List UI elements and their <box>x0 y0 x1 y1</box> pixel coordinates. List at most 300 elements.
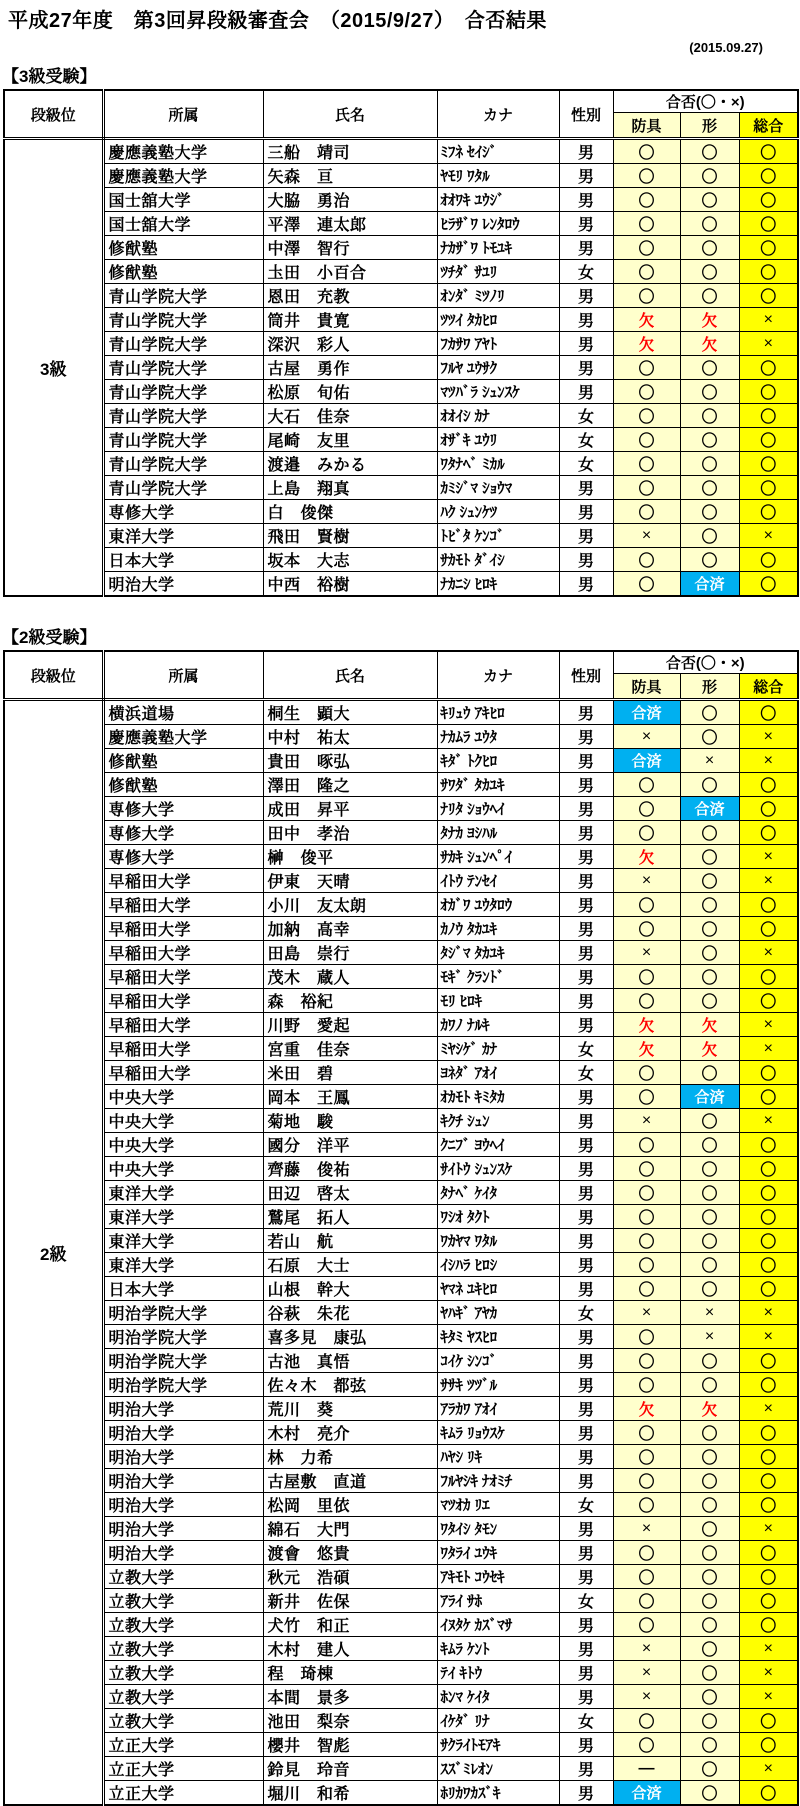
result-row <box>4 1085 798 1109</box>
overall-result-cell: × <box>739 1637 798 1661</box>
affiliation-cell: 立正大学 <box>103 1757 263 1781</box>
affiliation-cell: 修猷塾 <box>103 236 263 260</box>
name-cell: 渡會 悠貴 <box>263 1541 437 1565</box>
gender-cell: 男 <box>559 356 613 380</box>
kata-result-cell: 合済 <box>680 797 739 821</box>
kata-result-cell: 〇 <box>680 700 739 725</box>
result-row <box>4 212 798 236</box>
overall-result-cell: 〇 <box>739 1781 798 1806</box>
bogu-result-cell: ― <box>613 1757 680 1781</box>
col-header-bogu: 防具 <box>613 674 680 700</box>
kata-result-cell: 〇 <box>680 1421 739 1445</box>
name-cell: 木村 亮介 <box>263 1421 437 1445</box>
kana-cell: ｻﾜﾀﾞ ﾀｶﾕｷ <box>437 773 559 797</box>
bogu-result-cell: 〇 <box>613 356 680 380</box>
overall-result-cell: 〇 <box>739 212 798 236</box>
kata-result-cell: 〇 <box>680 500 739 524</box>
bogu-result-cell: 〇 <box>613 917 680 941</box>
bogu-result-cell: × <box>613 1301 680 1325</box>
affiliation-cell: 修猷塾 <box>103 260 263 284</box>
overall-result-cell: 〇 <box>739 989 798 1013</box>
overall-result-cell: 〇 <box>739 1493 798 1517</box>
name-cell: 川野 愛起 <box>263 1013 437 1037</box>
kata-result-cell: 〇 <box>680 1229 739 1253</box>
kata-result-cell: 〇 <box>680 1445 739 1469</box>
gender-cell: 男 <box>559 725 613 749</box>
kata-result-cell: 〇 <box>680 548 739 572</box>
kana-cell: ｲﾇﾀｹ ｶｽﾞﾏｻ <box>437 1613 559 1637</box>
name-cell: 宮重 佳奈 <box>263 1037 437 1061</box>
kana-cell: ｵﾝﾀﾞ ﾐﾂﾉﾘ <box>437 284 559 308</box>
affiliation-cell: 横浜道場 <box>103 700 263 725</box>
bogu-result-cell: × <box>613 1517 680 1541</box>
result-row <box>4 548 798 572</box>
name-cell: 中澤 智行 <box>263 236 437 260</box>
name-cell: 渡邉 みかる <box>263 452 437 476</box>
bogu-result-cell: 〇 <box>613 1565 680 1589</box>
result-row <box>4 941 798 965</box>
kata-result-cell: 〇 <box>680 1517 739 1541</box>
kana-cell: ｷﾑﾗ ｹﾝﾄ <box>437 1637 559 1661</box>
kana-cell: ﾄﾋﾞﾀ ｹﾝｺﾞ <box>437 524 559 548</box>
bogu-result-cell: 合済 <box>613 749 680 773</box>
kana-cell: ﾌﾙﾔｼｷ ﾅｵﾐﾁ <box>437 1469 559 1493</box>
kana-cell: ｷｸﾁ ｼｭﾝ <box>437 1109 559 1133</box>
overall-result-cell: 〇 <box>739 1373 798 1397</box>
kana-cell: ｷﾑﾗ ﾘｮｳｽｹ <box>437 1421 559 1445</box>
result-row <box>4 1781 798 1806</box>
result-row <box>4 1349 798 1373</box>
overall-result-cell: 〇 <box>739 1229 798 1253</box>
col-header-affiliation: 所属 <box>103 90 263 139</box>
overall-result-cell: × <box>739 845 798 869</box>
affiliation-cell: 東洋大学 <box>103 1229 263 1253</box>
result-row <box>4 1229 798 1253</box>
name-cell: 鈴見 玲音 <box>263 1757 437 1781</box>
bogu-result-cell: 〇 <box>613 1277 680 1301</box>
gender-cell: 男 <box>559 1397 613 1421</box>
bogu-result-cell: × <box>613 941 680 965</box>
overall-result-cell: 〇 <box>739 260 798 284</box>
gender-cell: 男 <box>559 188 613 212</box>
gender-cell: 男 <box>559 1661 613 1685</box>
result-row <box>4 1493 798 1517</box>
gender-cell: 男 <box>559 1613 613 1637</box>
col-header-overall: 総合 <box>739 113 798 139</box>
kana-cell: ｱﾗｲ ｻﾎ <box>437 1589 559 1613</box>
overall-result-cell: 〇 <box>739 404 798 428</box>
col-header-affiliation: 所属 <box>103 651 263 700</box>
affiliation-cell: 専修大学 <box>103 797 263 821</box>
name-cell: 櫻井 智彪 <box>263 1733 437 1757</box>
kana-cell: ｲｼﾊﾗ ﾋﾛｼ <box>437 1253 559 1277</box>
kata-result-cell: 〇 <box>680 1493 739 1517</box>
bogu-result-cell: 〇 <box>613 260 680 284</box>
name-cell: 中村 祐太 <box>263 725 437 749</box>
name-cell: 齊藤 俊祐 <box>263 1157 437 1181</box>
overall-result-cell: 〇 <box>739 164 798 188</box>
name-cell: 木村 建人 <box>263 1637 437 1661</box>
name-cell: 貴田 啄弘 <box>263 749 437 773</box>
gender-cell: 男 <box>559 797 613 821</box>
gender-cell: 男 <box>559 1133 613 1157</box>
result-row <box>4 1517 798 1541</box>
kata-result-cell: 〇 <box>680 845 739 869</box>
kana-cell: ﾖﾈﾀﾞ ｱｵｲ <box>437 1061 559 1085</box>
result-row <box>4 700 798 725</box>
name-cell: 林 力希 <box>263 1445 437 1469</box>
gender-cell: 男 <box>559 1421 613 1445</box>
affiliation-cell: 青山学院大学 <box>103 356 263 380</box>
section-2kyu <box>0 623 800 1806</box>
bogu-result-cell: 〇 <box>613 1205 680 1229</box>
result-row <box>4 1133 798 1157</box>
overall-result-cell: × <box>739 1325 798 1349</box>
name-cell: 榊 俊平 <box>263 845 437 869</box>
overall-result-cell: 〇 <box>739 1469 798 1493</box>
bogu-result-cell: × <box>613 1637 680 1661</box>
results-table-body-2kyu <box>4 700 798 1806</box>
overall-result-cell: × <box>739 1013 798 1037</box>
result-row <box>4 989 798 1013</box>
result-row <box>4 236 798 260</box>
name-cell: 中西 裕樹 <box>263 572 437 597</box>
kana-cell: ﾂﾁﾀﾞ ｻﾕﾘ <box>437 260 559 284</box>
affiliation-cell: 東洋大学 <box>103 1253 263 1277</box>
kata-result-cell: 〇 <box>680 893 739 917</box>
bogu-result-cell: 〇 <box>613 1229 680 1253</box>
affiliation-cell: 青山学院大学 <box>103 308 263 332</box>
name-cell: 筒井 貴寛 <box>263 308 437 332</box>
kana-cell: ﾎﾘｶﾜｶｽﾞｷ <box>437 1781 559 1806</box>
result-row <box>4 1109 798 1133</box>
overall-result-cell: 〇 <box>739 1613 798 1637</box>
kata-result-cell: 〇 <box>680 1565 739 1589</box>
result-row <box>4 1685 798 1709</box>
name-cell: 菊地 駿 <box>263 1109 437 1133</box>
kata-result-cell: 欠 <box>680 332 739 356</box>
bogu-result-cell: × <box>613 1109 680 1133</box>
gender-cell: 女 <box>559 1061 613 1085</box>
gender-cell: 男 <box>559 1757 613 1781</box>
affiliation-cell: 早稲田大学 <box>103 965 263 989</box>
overall-result-cell: 〇 <box>739 821 798 845</box>
col-header-result-group: 合否(〇・×) <box>613 651 798 674</box>
kata-result-cell: 〇 <box>680 1541 739 1565</box>
kata-result-cell: 〇 <box>680 941 739 965</box>
kana-cell: ﾎﾝﾏ ｹｲﾀ <box>437 1685 559 1709</box>
kana-cell: ｽｽﾞﾐﾚｵﾝ <box>437 1757 559 1781</box>
result-row <box>4 1421 798 1445</box>
rank-label: 3級 <box>4 139 103 597</box>
result-row <box>4 1205 798 1229</box>
overall-result-cell: 〇 <box>739 572 798 597</box>
name-cell: 恩田 充教 <box>263 284 437 308</box>
bogu-result-cell: 〇 <box>613 1445 680 1469</box>
overall-result-cell: 〇 <box>739 1733 798 1757</box>
overall-result-cell: × <box>739 332 798 356</box>
result-row <box>4 1757 798 1781</box>
bogu-result-cell: 〇 <box>613 797 680 821</box>
bogu-result-cell: 〇 <box>613 139 680 164</box>
kana-cell: ﾐﾌﾈ ｾｲｼﾞ <box>437 139 559 164</box>
affiliation-cell: 専修大学 <box>103 821 263 845</box>
kana-cell: ｵｶﾞﾜ ﾕｳﾀﾛｳ <box>437 893 559 917</box>
name-cell: 綿石 大門 <box>263 1517 437 1541</box>
gender-cell: 男 <box>559 1277 613 1301</box>
gender-cell: 女 <box>559 260 613 284</box>
col-header-kata: 形 <box>680 113 739 139</box>
bogu-result-cell: 欠 <box>613 1013 680 1037</box>
overall-result-cell: × <box>739 1517 798 1541</box>
gender-cell: 男 <box>559 917 613 941</box>
result-row <box>4 1157 798 1181</box>
affiliation-cell: 早稲田大学 <box>103 917 263 941</box>
result-row <box>4 1709 798 1733</box>
kana-cell: ｱｷﾓﾄ ｺｳｾｷ <box>437 1565 559 1589</box>
affiliation-cell: 青山学院大学 <box>103 332 263 356</box>
kana-cell: ｲｹﾀﾞ ﾘﾅ <box>437 1709 559 1733</box>
kana-cell: ﾂﾂｲ ﾀｶﾋﾛ <box>437 308 559 332</box>
result-row <box>4 308 798 332</box>
name-cell: 小川 友太朗 <box>263 893 437 917</box>
result-row <box>4 1469 798 1493</box>
affiliation-cell: 立教大学 <box>103 1589 263 1613</box>
name-cell: 加納 高幸 <box>263 917 437 941</box>
kana-cell: ﾋﾗｻﾞﾜ ﾚﾝﾀﾛｳ <box>437 212 559 236</box>
kana-cell: ﾌｶｻﾜ ｱﾔﾄ <box>437 332 559 356</box>
gender-cell: 男 <box>559 749 613 773</box>
gender-cell: 男 <box>559 1253 613 1277</box>
name-cell: 桐生 顕大 <box>263 700 437 725</box>
name-cell: 喜多見 康弘 <box>263 1325 437 1349</box>
kata-result-cell: 〇 <box>680 1373 739 1397</box>
kata-result-cell: 〇 <box>680 1205 739 1229</box>
affiliation-cell: 明治大学 <box>103 1421 263 1445</box>
overall-result-cell: 〇 <box>739 1181 798 1205</box>
overall-result-cell: 〇 <box>739 548 798 572</box>
gender-cell: 女 <box>559 452 613 476</box>
result-row <box>4 869 798 893</box>
overall-result-cell: 〇 <box>739 1565 798 1589</box>
result-row <box>4 380 798 404</box>
kata-result-cell: × <box>680 1325 739 1349</box>
affiliation-cell: 東洋大学 <box>103 1205 263 1229</box>
gender-cell: 女 <box>559 428 613 452</box>
name-cell: 深沢 彩人 <box>263 332 437 356</box>
gender-cell: 男 <box>559 1685 613 1709</box>
result-row <box>4 572 798 597</box>
col-header-result-group: 合否(〇・×) <box>613 90 798 113</box>
result-row <box>4 1181 798 1205</box>
kata-result-cell: 合済 <box>680 1085 739 1109</box>
kana-cell: ｻｸﾗｲﾄﾓｱｷ <box>437 1733 559 1757</box>
gender-cell: 男 <box>559 1541 613 1565</box>
overall-result-cell: 〇 <box>739 1709 798 1733</box>
result-row <box>4 356 798 380</box>
gender-cell: 男 <box>559 500 613 524</box>
affiliation-cell: 修猷塾 <box>103 773 263 797</box>
overall-result-cell: × <box>739 1757 798 1781</box>
kata-result-cell: 〇 <box>680 1637 739 1661</box>
kata-result-cell: 〇 <box>680 236 739 260</box>
gender-cell: 男 <box>559 284 613 308</box>
result-row <box>4 845 798 869</box>
overall-result-cell: 〇 <box>739 1277 798 1301</box>
name-cell: 圡田 小百合 <box>263 260 437 284</box>
overall-result-cell: 〇 <box>739 1589 798 1613</box>
kana-cell: ﾀﾅﾍﾞ ｹｲﾀ <box>437 1181 559 1205</box>
gender-cell: 男 <box>559 1325 613 1349</box>
bogu-result-cell: 〇 <box>613 1589 680 1613</box>
result-row <box>4 476 798 500</box>
result-row <box>4 500 798 524</box>
name-cell: 上島 翔真 <box>263 476 437 500</box>
gender-cell: 男 <box>559 1085 613 1109</box>
name-cell: 成田 昇平 <box>263 797 437 821</box>
affiliation-cell: 日本大学 <box>103 548 263 572</box>
affiliation-cell: 明治大学 <box>103 1541 263 1565</box>
bogu-result-cell: 〇 <box>613 380 680 404</box>
name-cell: 大石 佳奈 <box>263 404 437 428</box>
name-cell: 茂木 蔵人 <box>263 965 437 989</box>
kata-result-cell: 〇 <box>680 1589 739 1613</box>
kana-cell: ﾔﾓﾘ ﾜﾀﾙ <box>437 164 559 188</box>
bogu-result-cell: 欠 <box>613 332 680 356</box>
name-cell: 飛田 賢樹 <box>263 524 437 548</box>
name-cell: 坂本 大志 <box>263 548 437 572</box>
result-row <box>4 1373 798 1397</box>
overall-result-cell: × <box>739 1397 798 1421</box>
gender-cell: 男 <box>559 236 613 260</box>
gender-cell: 男 <box>559 1205 613 1229</box>
kata-result-cell: 〇 <box>680 476 739 500</box>
affiliation-cell: 専修大学 <box>103 500 263 524</box>
kata-result-cell: 〇 <box>680 404 739 428</box>
col-header-gender: 性別 <box>559 651 613 700</box>
kana-cell: ﾔﾊｷﾞ ｱﾔｶ <box>437 1301 559 1325</box>
overall-result-cell: 〇 <box>739 284 798 308</box>
affiliation-cell: 明治大学 <box>103 1397 263 1421</box>
gender-cell: 男 <box>559 308 613 332</box>
bogu-result-cell: 〇 <box>613 965 680 989</box>
overall-result-cell: × <box>739 1661 798 1685</box>
overall-result-cell: 〇 <box>739 797 798 821</box>
affiliation-cell: 立教大学 <box>103 1685 263 1709</box>
overall-result-cell: 〇 <box>739 380 798 404</box>
affiliation-cell: 立教大学 <box>103 1637 263 1661</box>
col-header-name: 氏名 <box>263 651 437 700</box>
gender-cell: 男 <box>559 893 613 917</box>
kana-cell: ｷﾀﾞ ﾄｸﾋﾛ <box>437 749 559 773</box>
overall-result-cell: 〇 <box>739 1349 798 1373</box>
result-row <box>4 1037 798 1061</box>
kana-cell: ｻｶｷ ｼｭﾝﾍﾟｲ <box>437 845 559 869</box>
overall-result-cell: 〇 <box>739 1205 798 1229</box>
bogu-result-cell: 〇 <box>613 1349 680 1373</box>
result-sheet <box>0 4 800 1806</box>
name-cell: 犬竹 和正 <box>263 1613 437 1637</box>
overall-result-cell: 〇 <box>739 1061 798 1085</box>
kana-cell: ｻｶﾓﾄ ﾀﾞｲｼ <box>437 548 559 572</box>
kata-result-cell: 〇 <box>680 1685 739 1709</box>
bogu-result-cell: 〇 <box>613 452 680 476</box>
bogu-result-cell: × <box>613 725 680 749</box>
bogu-result-cell: 〇 <box>613 1181 680 1205</box>
gender-cell: 男 <box>559 845 613 869</box>
overall-result-cell: 〇 <box>739 1133 798 1157</box>
bogu-result-cell: 欠 <box>613 845 680 869</box>
bogu-result-cell: 欠 <box>613 1037 680 1061</box>
section-3kyu <box>0 62 800 597</box>
result-row <box>4 404 798 428</box>
overall-result-cell: 〇 <box>739 1421 798 1445</box>
col-header-rank: 段級位 <box>4 651 103 700</box>
col-header-name: 氏名 <box>263 90 437 139</box>
affiliation-cell: 専修大学 <box>103 845 263 869</box>
bogu-result-cell: 〇 <box>613 500 680 524</box>
affiliation-cell: 明治学院大学 <box>103 1349 263 1373</box>
affiliation-cell: 国士舘大学 <box>103 212 263 236</box>
bogu-result-cell: × <box>613 524 680 548</box>
rank-label: 2級 <box>4 700 103 1806</box>
bogu-result-cell: × <box>613 1685 680 1709</box>
overall-result-cell: × <box>739 725 798 749</box>
overall-result-cell: × <box>739 1037 798 1061</box>
name-cell: 松岡 里依 <box>263 1493 437 1517</box>
affiliation-cell: 青山学院大学 <box>103 284 263 308</box>
overall-result-cell: 〇 <box>739 965 798 989</box>
bogu-result-cell: 〇 <box>613 164 680 188</box>
name-cell: 國分 洋平 <box>263 1133 437 1157</box>
affiliation-cell: 青山学院大学 <box>103 452 263 476</box>
result-row <box>4 1061 798 1085</box>
kata-result-cell: 〇 <box>680 380 739 404</box>
bogu-result-cell: × <box>613 869 680 893</box>
name-cell: 池田 梨奈 <box>263 1709 437 1733</box>
gender-cell: 男 <box>559 941 613 965</box>
gender-cell: 女 <box>559 1709 613 1733</box>
kata-result-cell: 合済 <box>680 572 739 597</box>
gender-cell: 男 <box>559 1565 613 1589</box>
result-row <box>4 1301 798 1325</box>
bogu-result-cell: 〇 <box>613 1373 680 1397</box>
kana-cell: ｻｲﾄｳ ｼｭﾝｽｹ <box>437 1157 559 1181</box>
affiliation-cell: 中央大学 <box>103 1085 263 1109</box>
overall-result-cell: × <box>739 1301 798 1325</box>
gender-cell: 男 <box>559 380 613 404</box>
name-cell: 秋元 浩碩 <box>263 1565 437 1589</box>
kana-cell: ﾓﾘ ﾋﾛｷ <box>437 989 559 1013</box>
affiliation-cell: 明治大学 <box>103 1469 263 1493</box>
bogu-result-cell: 〇 <box>613 284 680 308</box>
result-row <box>4 1541 798 1565</box>
result-row <box>4 428 798 452</box>
gender-cell: 男 <box>559 1781 613 1806</box>
name-cell: 新井 佐保 <box>263 1589 437 1613</box>
bogu-result-cell: 〇 <box>613 404 680 428</box>
kana-cell: ｶﾐｼﾞﾏ ｼｮｳﾏ <box>437 476 559 500</box>
affiliation-cell: 日本大学 <box>103 1277 263 1301</box>
name-cell: 古屋 勇作 <box>263 356 437 380</box>
kana-cell: ﾔﾏﾈ ﾕｷﾋﾛ <box>437 1277 559 1301</box>
gender-cell: 男 <box>559 139 613 164</box>
result-row <box>4 821 798 845</box>
kata-result-cell: × <box>680 749 739 773</box>
overall-result-cell: 〇 <box>739 1445 798 1469</box>
kata-result-cell: 〇 <box>680 1133 739 1157</box>
gender-cell: 男 <box>559 1373 613 1397</box>
